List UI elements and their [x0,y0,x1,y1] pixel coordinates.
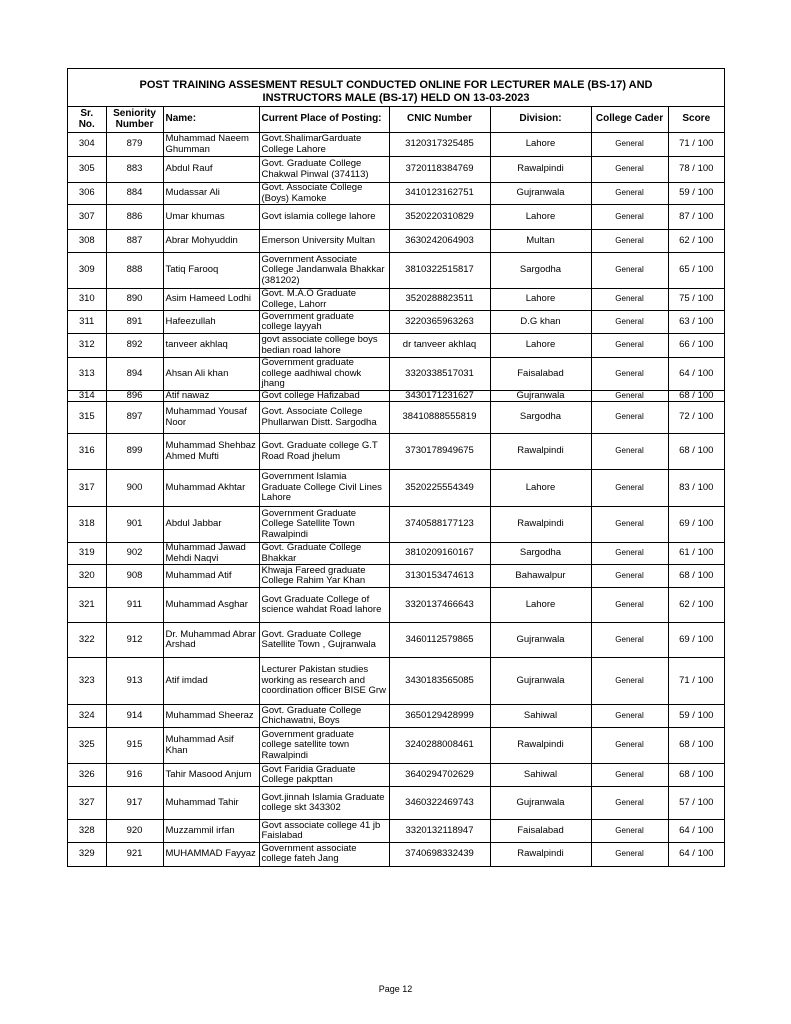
row-name: Atif imdad [163,658,259,705]
row-sr: 325 [68,728,106,764]
row-name: Dr. Muhammad Abrar Arshad [163,623,259,658]
row-place: Government graduate college satellite town Rawalpindi [259,728,389,764]
row-seniority: 894 [106,358,163,391]
row-sr: 321 [68,588,106,623]
row-place: Govt. Graduate College Chakwal Pinwal (374113) [259,157,389,183]
result-sheet [67,68,725,867]
row-sr: 307 [68,205,106,230]
row-cnic: 3810209160167 [389,543,490,565]
row-sr: 327 [68,787,106,820]
row-division: Faisalabad [490,820,591,843]
row-sr: 315 [68,402,106,434]
table-row [68,230,724,253]
row-place: Lecturer Pakistan studies working as research and coordination officer BISE Grw [259,658,389,705]
row-cader: General [591,183,668,205]
row-cader: General [591,728,668,764]
row-seniority: 892 [106,334,163,358]
row-cnic: 3220365963263 [389,311,490,334]
row-seniority: 879 [106,133,163,157]
row-division: Sargodha [490,402,591,434]
row-score: 64 / 100 [668,820,724,843]
row-cader: General [591,253,668,289]
table-row [68,205,724,230]
row-division: Lahore [490,289,591,311]
row-sr: 324 [68,705,106,728]
row-cader: General [591,470,668,507]
row-cnic: 38410888555819 [389,402,490,434]
row-cader: General [591,543,668,565]
row-seniority: 901 [106,507,163,543]
row-sr: 310 [68,289,106,311]
table-row [68,705,724,728]
row-cnic: 3130153474613 [389,565,490,588]
row-cnic: 3720118384769 [389,157,490,183]
row-name: Muhammad Asif Khan [163,728,259,764]
row-score: 68 / 100 [668,434,724,470]
row-cnic: 3730178949675 [389,434,490,470]
row-score: 69 / 100 [668,623,724,658]
table-row [68,390,724,402]
row-sr: 311 [68,311,106,334]
table-row [68,658,724,705]
row-place: Government Islamia Graduate College Civil Lines Lahore [259,470,389,507]
row-score: 65 / 100 [668,253,724,289]
row-division: Lahore [490,588,591,623]
row-sr: 329 [68,843,106,866]
header-sr: Sr. No. [68,107,106,133]
table-row [68,843,724,866]
row-name: Hafeezullah [163,311,259,334]
row-cader: General [591,434,668,470]
row-sr: 309 [68,253,106,289]
row-seniority: 913 [106,658,163,705]
table-row [68,311,724,334]
row-place: Govt. M.A.O Graduate College, Lahorr [259,289,389,311]
row-cnic: dr tanveer akhlaq [389,334,490,358]
row-name: Muhammad Tahir [163,787,259,820]
row-score: 62 / 100 [668,230,724,253]
row-name: Tatiq Farooq [163,253,259,289]
row-seniority: 884 [106,183,163,205]
row-score: 69 / 100 [668,507,724,543]
row-sr: 319 [68,543,106,565]
row-cnic: 3430183565085 [389,658,490,705]
table-row [68,289,724,311]
table-row [68,470,724,507]
row-sr: 328 [68,820,106,843]
row-cader: General [591,623,668,658]
row-seniority: 897 [106,402,163,434]
row-division: Lahore [490,334,591,358]
row-division: Rawalpindi [490,157,591,183]
row-division: Bahawalpur [490,565,591,588]
row-score: 68 / 100 [668,390,724,402]
row-score: 71 / 100 [668,658,724,705]
row-sr: 318 [68,507,106,543]
row-cnic: 3630242064903 [389,230,490,253]
table-row [68,820,724,843]
row-division: Gujranwala [490,390,591,402]
row-seniority: 891 [106,311,163,334]
row-score: 59 / 100 [668,183,724,205]
row-cnic: 3640294702629 [389,764,490,787]
row-score: 72 / 100 [668,402,724,434]
row-cnic: 3240288008461 [389,728,490,764]
header-cader: College Cader [591,107,668,133]
row-division: Lahore [490,133,591,157]
row-score: 83 / 100 [668,470,724,507]
header-score: Score [668,107,724,133]
row-cader: General [591,588,668,623]
row-seniority: 902 [106,543,163,565]
table-row [68,133,724,157]
table-row [68,543,724,565]
row-place: Government associate college fateh Jang [259,843,389,866]
table-row [68,565,724,588]
row-name: Muzzammil irfan [163,820,259,843]
row-seniority: 921 [106,843,163,866]
row-name: Mudassar Ali [163,183,259,205]
table-row [68,253,724,289]
row-cader: General [591,230,668,253]
row-score: 62 / 100 [668,588,724,623]
row-seniority: 899 [106,434,163,470]
table-row [68,358,724,391]
row-place: Govt. Associate College (Boys) Kamoke [259,183,389,205]
row-division: Sahiwal [490,764,591,787]
row-name: Muhammad Naeem Ghumman [163,133,259,157]
row-seniority: 900 [106,470,163,507]
table-row [68,402,724,434]
row-sr: 313 [68,358,106,391]
row-place: Govt associate college 41 jb Faislabad [259,820,389,843]
row-division: Rawalpindi [490,843,591,866]
row-cnic: 3810322515817 [389,253,490,289]
row-place: Govt islamia college lahore [259,205,389,230]
row-seniority: 917 [106,787,163,820]
table-row [68,507,724,543]
table-row [68,588,724,623]
row-cnic: 3120317325485 [389,133,490,157]
row-division: Sahiwal [490,705,591,728]
row-name: Tahir Masood Anjum [163,764,259,787]
row-name: tanveer akhlaq [163,334,259,358]
row-name: Muhammad Yousaf Noor [163,402,259,434]
row-division: Gujranwala [490,623,591,658]
row-cnic: 3520225554349 [389,470,490,507]
row-score: 68 / 100 [668,728,724,764]
row-cader: General [591,358,668,391]
table-row [68,334,724,358]
row-place: govt associate college boys bedian road lahore [259,334,389,358]
row-place: Govt. Associate College Phullarwan Distt. Sargodha [259,402,389,434]
row-place: Government Graduate College Satellite Town Rawalpindi [259,507,389,543]
row-place: Government Associate College Jandanwala Bhakkar (381202) [259,253,389,289]
row-place: Khwaja Fareed graduate College Rahim Yar Khan [259,565,389,588]
row-name: Muhammad Shehbaz Ahmed Mufti [163,434,259,470]
row-cader: General [591,133,668,157]
row-place: Govt. Graduate college G.T Road Road jhelum [259,434,389,470]
row-name: Muhammad Sheeraz [163,705,259,728]
row-seniority: 886 [106,205,163,230]
row-cnic: 3320132118947 [389,820,490,843]
row-cnic: 3430171231627 [389,390,490,402]
row-division: Gujranwala [490,658,591,705]
row-name: Atif nawaz [163,390,259,402]
row-name: Abdul Jabbar [163,507,259,543]
row-name: Asim Hameed Lodhi [163,289,259,311]
row-score: 57 / 100 [668,787,724,820]
row-name: Muhammad Atif [163,565,259,588]
row-cader: General [591,390,668,402]
row-division: Faisalabad [490,358,591,391]
row-sr: 317 [68,470,106,507]
row-name: Abrar Mohyuddin [163,230,259,253]
row-cnic: 3740588177123 [389,507,490,543]
row-name: Abdul Rauf [163,157,259,183]
header-row [68,107,724,133]
row-place: Govt Faridia Graduate College pakpttan [259,764,389,787]
page-title: POST TRAINING ASSESMENT RESULT CONDUCTED ONLINE FOR LECTURER MALE (BS-17) AND INSTRUCTORS MALE (BS-17) HELD ON 13-03-2023 [139,79,653,104]
row-cader: General [591,565,668,588]
row-name: Umar khumas [163,205,259,230]
row-score: 87 / 100 [668,205,724,230]
row-cnic: 3320338517031 [389,358,490,391]
row-seniority: 920 [106,820,163,843]
row-sr: 316 [68,434,106,470]
row-place: Govt college Hafizabad [259,390,389,402]
row-division: Sargodha [490,543,591,565]
table-row [68,728,724,764]
row-division: Rawalpindi [490,434,591,470]
row-score: 78 / 100 [668,157,724,183]
row-seniority: 915 [106,728,163,764]
row-place: Government graduate college aadhiwal chowk jhang [259,358,389,391]
row-cader: General [591,157,668,183]
results-body [68,133,724,866]
row-sr: 305 [68,157,106,183]
results-table [68,106,724,866]
row-cader: General [591,843,668,866]
row-cader: General [591,205,668,230]
row-score: 68 / 100 [668,565,724,588]
row-cnic: 3460112579865 [389,623,490,658]
row-place: Emerson University Multan [259,230,389,253]
row-cnic: 3650129428999 [389,705,490,728]
row-cader: General [591,311,668,334]
row-name: Muhammad Asghar [163,588,259,623]
row-place: Govt.jinnah Islamia Graduate college skt 343302 [259,787,389,820]
row-sr: 322 [68,623,106,658]
row-seniority: 914 [106,705,163,728]
row-seniority: 916 [106,764,163,787]
table-row [68,434,724,470]
row-sr: 326 [68,764,106,787]
row-score: 71 / 100 [668,133,724,157]
row-division: Multan [490,230,591,253]
row-seniority: 888 [106,253,163,289]
row-cnic: 3520220310829 [389,205,490,230]
row-cader: General [591,787,668,820]
row-division: Lahore [490,470,591,507]
row-score: 63 / 100 [668,311,724,334]
row-sr: 306 [68,183,106,205]
row-score: 61 / 100 [668,543,724,565]
row-cader: General [591,507,668,543]
row-division: Rawalpindi [490,507,591,543]
row-seniority: 908 [106,565,163,588]
row-score: 64 / 100 [668,843,724,866]
table-row [68,183,724,205]
row-division: Gujranwala [490,183,591,205]
row-cader: General [591,705,668,728]
row-score: 75 / 100 [668,289,724,311]
row-cader: General [591,764,668,787]
table-row [68,623,724,658]
row-name: MUHAMMAD Fayyaz [163,843,259,866]
row-name: Muhammad Jawad Mehdi Naqvi [163,543,259,565]
row-place: Govt. Graduate College Bhakkar [259,543,389,565]
row-cader: General [591,658,668,705]
row-division: Gujranwala [490,787,591,820]
row-cnic: 3460322469743 [389,787,490,820]
row-cnic: 3320137466643 [389,588,490,623]
row-cader: General [591,820,668,843]
table-row [68,787,724,820]
table-row [68,764,724,787]
row-cnic: 3520288823511 [389,289,490,311]
row-cnic: 3740698332439 [389,843,490,866]
row-seniority: 890 [106,289,163,311]
row-sr: 314 [68,390,106,402]
row-seniority: 912 [106,623,163,658]
row-score: 59 / 100 [668,705,724,728]
table-row [68,157,724,183]
row-name: Ahsan Ali khan [163,358,259,391]
row-place: Govt. Graduate College Chichawatni, Boys [259,705,389,728]
row-cnic: 3410123162751 [389,183,490,205]
row-cader: General [591,334,668,358]
row-score: 68 / 100 [668,764,724,787]
header-division: Division: [490,107,591,133]
row-seniority: 887 [106,230,163,253]
row-seniority: 896 [106,390,163,402]
row-division: Rawalpindi [490,728,591,764]
row-division: Sargodha [490,253,591,289]
row-cader: General [591,289,668,311]
row-score: 64 / 100 [668,358,724,391]
header-seniority: Seniority Number [106,107,163,133]
row-seniority: 883 [106,157,163,183]
row-place: Govt. Graduate College Satellite Town , Gujranwala [259,623,389,658]
row-name: Muhammad Akhtar [163,470,259,507]
row-sr: 320 [68,565,106,588]
row-score: 66 / 100 [668,334,724,358]
row-place: Government graduate college layyah [259,311,389,334]
row-sr: 308 [68,230,106,253]
header-name: Name: [163,107,259,133]
row-place: Govt.ShalimarGarduate College Lahore [259,133,389,157]
row-place: Govt Graduate College of science wahdat Road lahore [259,588,389,623]
row-sr: 304 [68,133,106,157]
page-number: Page 12 [378,984,413,994]
header-cnic: CNIC Number [389,107,490,133]
row-sr: 323 [68,658,106,705]
header-place: Current Place of Posting: [259,107,389,133]
row-sr: 312 [68,334,106,358]
row-division: D.G khan [490,311,591,334]
row-seniority: 911 [106,588,163,623]
row-division: Lahore [490,205,591,230]
row-cader: General [591,402,668,434]
